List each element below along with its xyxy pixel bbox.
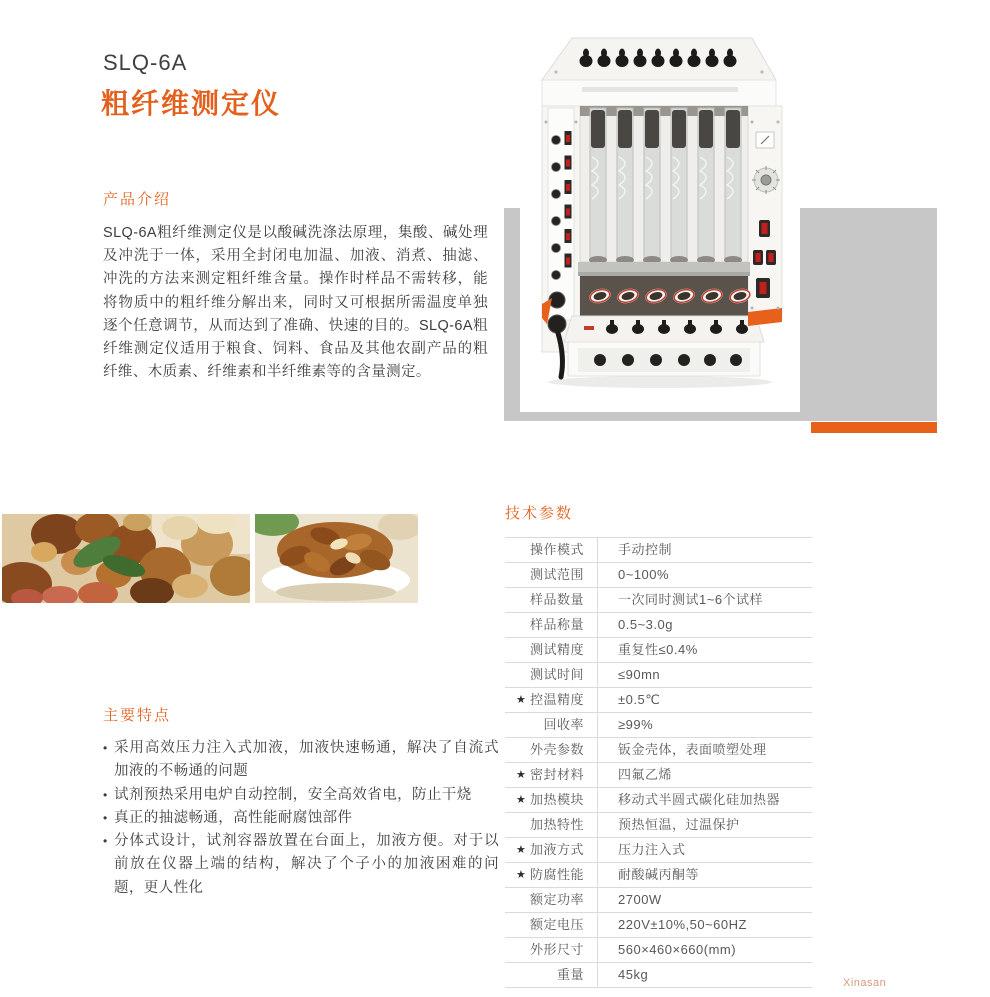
spec-value: 0~100% bbox=[618, 567, 670, 582]
mixed-nuts-image bbox=[2, 514, 250, 603]
feature-item bbox=[103, 784, 499, 807]
spec-label: 外壳参数 bbox=[529, 742, 584, 757]
spec-value: 220V±10%,50~60HZ bbox=[618, 917, 747, 932]
orange-accent-bar bbox=[811, 422, 937, 433]
spec-value: ±0.5℃ bbox=[618, 692, 661, 707]
star-icon: ★ bbox=[516, 794, 526, 806]
spec-value: 预热恒温，过温保护 bbox=[618, 817, 740, 832]
feature-item bbox=[103, 737, 499, 784]
spec-value: 重复性≤0.4% bbox=[618, 642, 698, 657]
spec-label: 控温精度 bbox=[529, 692, 584, 707]
feature-item bbox=[103, 807, 499, 830]
watermark: Xinasan bbox=[843, 977, 887, 989]
spec-label: 测试范围 bbox=[529, 567, 584, 582]
instrument-photo bbox=[520, 12, 800, 412]
spec-row bbox=[505, 612, 812, 637]
star-icon: ★ bbox=[516, 769, 526, 781]
feature-text: 采用高效压力注入式加液，加液快速畅通，解决了自流式加液的不畅通的问题 bbox=[114, 740, 499, 780]
intro-paragraph: SLQ-6A粗纤维测定仪是以酸碱洗涤法原理，集酸、碱处理及冲洗于一体，采用全封闭电加温、加液、消煮、抽滤、冲洗的方法来测定粗纤维含量。操作时样品不需转移，能将物质中的粗纤维分解出来，同时又可根据所需温度单独逐个任意调节，从而达到了准确、快速的目的。SLQ-6A粗纤维测定仪适用于粮食、饲料、食品及其他农副产品的粗纤维、木质素、纤维素和半纤维素等的含量测定。 bbox=[103, 225, 488, 381]
star-icon: ★ bbox=[516, 869, 526, 881]
feature-text: 分体式设计，试剂容器放置在台面上，加液方便。对于以前放在仪器上端的结构，解决了个子小的加液困难的问题，更人性化 bbox=[114, 833, 499, 896]
specs-heading: 技术参数 bbox=[505, 505, 574, 522]
spec-value: ≥99% bbox=[618, 717, 654, 732]
spec-value: 四氟乙烯 bbox=[618, 767, 673, 782]
spec-value: 耐酸碱丙酮等 bbox=[618, 867, 700, 882]
spec-label: 加液方式 bbox=[529, 842, 584, 857]
spec-row bbox=[505, 687, 812, 712]
spec-label: 测试时间 bbox=[529, 667, 584, 682]
bullet-icon: • bbox=[103, 834, 108, 849]
spec-row bbox=[505, 912, 812, 937]
pine-nuts-image bbox=[255, 514, 418, 603]
specs-table bbox=[505, 537, 812, 988]
spec-label: 加热特性 bbox=[529, 817, 584, 832]
spec-label: 样品称量 bbox=[529, 617, 584, 632]
product-name: 粗纤维测定仪 bbox=[101, 88, 282, 119]
bullet-icon: • bbox=[103, 810, 108, 825]
spec-value: 0.5~3.0g bbox=[618, 617, 673, 632]
feature-item bbox=[103, 830, 499, 900]
spec-row bbox=[505, 737, 812, 762]
spec-row bbox=[505, 637, 812, 662]
spec-value: 560×460×660(mm) bbox=[618, 942, 737, 957]
spec-row bbox=[505, 587, 812, 612]
star-icon: ★ bbox=[516, 694, 526, 706]
spec-label: 样品数量 bbox=[529, 592, 584, 607]
feature-text: 试剂预热采用电炉自动控制，安全高效省电，防止干烧 bbox=[114, 786, 472, 803]
features-heading: 主要特点 bbox=[103, 707, 172, 724]
spec-value: 一次同时测试1~6个试样 bbox=[618, 592, 764, 607]
spec-label: 测试精度 bbox=[529, 642, 584, 657]
model-number: SLQ-6A bbox=[103, 50, 188, 75]
spec-row bbox=[505, 787, 812, 812]
spec-row bbox=[505, 537, 812, 562]
spec-row bbox=[505, 862, 812, 887]
intro-heading: 产品介绍 bbox=[103, 191, 172, 208]
spec-row bbox=[505, 712, 812, 737]
spec-label: 额定电压 bbox=[529, 917, 584, 932]
bullet-icon: • bbox=[103, 741, 108, 755]
bullet-icon: • bbox=[103, 787, 108, 802]
spec-row bbox=[505, 812, 812, 837]
star-icon: ★ bbox=[516, 844, 526, 856]
nuts-photo-right bbox=[255, 514, 418, 603]
spec-row bbox=[505, 962, 812, 987]
spec-row bbox=[505, 837, 812, 862]
spec-label: 额定功率 bbox=[529, 892, 584, 907]
spec-row bbox=[505, 887, 812, 912]
spec-label: 加热模块 bbox=[529, 792, 584, 807]
spec-value: 45kg bbox=[618, 967, 649, 982]
fiber-analyzer-image bbox=[520, 12, 800, 412]
spec-value: 移动式半圆式碳化硅加热器 bbox=[618, 792, 781, 807]
spec-value: 2700W bbox=[618, 892, 662, 907]
spec-label: 外形尺寸 bbox=[529, 942, 584, 957]
feature-text: 真正的抽滤畅通，高性能耐腐蚀部件 bbox=[114, 809, 353, 826]
spec-label: 回收率 bbox=[543, 717, 584, 732]
spec-row bbox=[505, 762, 812, 787]
spec-label: 操作模式 bbox=[529, 542, 584, 557]
spec-label: 防腐性能 bbox=[529, 867, 584, 882]
dial-knob bbox=[752, 166, 780, 194]
spec-value: ≤90mn bbox=[618, 667, 661, 682]
spec-label: 密封材料 bbox=[529, 767, 584, 782]
spec-row bbox=[505, 662, 812, 687]
spec-label: 重量 bbox=[556, 967, 584, 982]
spec-value: 压力注入式 bbox=[618, 842, 686, 857]
spec-value: 手动控制 bbox=[618, 542, 673, 557]
features-list bbox=[103, 737, 499, 900]
spec-value: 钣金壳体，表面喷塑处理 bbox=[618, 742, 767, 757]
nuts-photo-left bbox=[2, 514, 250, 603]
top-knobs bbox=[580, 49, 737, 68]
spec-row bbox=[505, 937, 812, 962]
spec-row bbox=[505, 562, 812, 587]
